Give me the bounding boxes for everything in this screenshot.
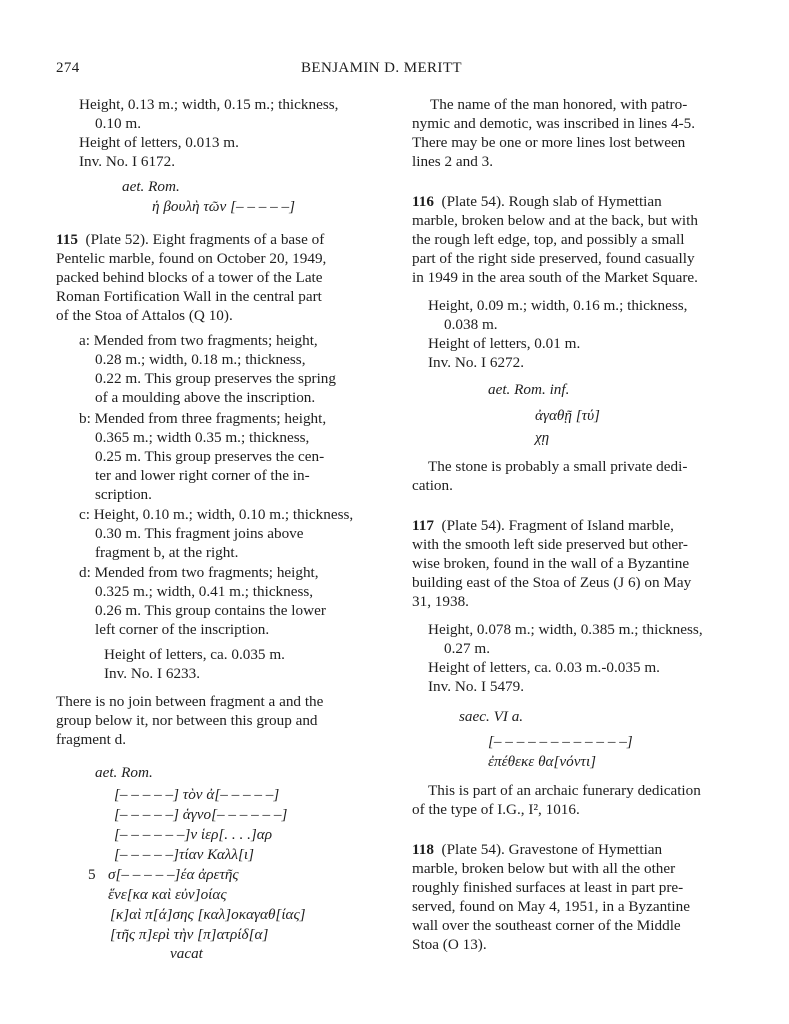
entry-text: building east of the Stoa of Zeus (J 6) on May xyxy=(412,574,692,591)
frag-a: 0.28 m.; width, 0.18 m.; thickness, xyxy=(95,351,306,368)
entry-117-inv: Inv. No. I 5479. xyxy=(428,678,525,695)
entry-text: (Plate 54). Fragment of Island marble, xyxy=(441,517,674,534)
entry-117-first-line xyxy=(412,516,674,536)
entry-115-letters: Height of letters, ca. 0.035 m. xyxy=(104,646,285,663)
inscription-line: ἀγαθῇ [τύ] xyxy=(535,407,600,424)
entry-116-note: The stone is probably a small private dedi- xyxy=(428,458,688,475)
continuation: The name of the man honored, with patro- xyxy=(430,96,688,113)
entry-text: wise broken, found in the wall of a Byzantine xyxy=(412,555,690,572)
frag-d: left corner of the inscription. xyxy=(95,621,270,638)
frag-a: of a moulding above the inscription. xyxy=(95,389,316,406)
entry-117-letters: Height of letters, ca. 0.03 m.-0.035 m. xyxy=(428,659,660,676)
vacat: vacat xyxy=(170,945,203,962)
frag-d: d: Mended from two fragments; height, xyxy=(79,564,319,581)
running-title: BENJAMIN D. MERITT xyxy=(301,60,462,76)
entry-116-dims: Height, 0.09 m.; width, 0.16 m.; thickness, xyxy=(428,297,688,314)
entry-text: part of the right side preserved, found casually xyxy=(412,250,695,267)
entry-115-inv: Inv. No. I 6233. xyxy=(104,665,201,682)
continuation: lines 2 and 3. xyxy=(412,153,493,170)
entry-116-first-line xyxy=(412,192,662,212)
inscription-line: ἕνε[κα καὶ εὐν]οίας xyxy=(108,886,227,903)
page-number: 274 xyxy=(56,60,80,76)
frag-b: 0.365 m.; width 0.35 m.; thickness, xyxy=(95,429,310,446)
entry-text: in 1949 in the area south of the Market Square. xyxy=(412,269,698,286)
frag-b: 0.25 m. This group preserves the cen- xyxy=(95,448,325,465)
entry-115-note: fragment d. xyxy=(56,731,127,748)
frag-c: fragment b, at the right. xyxy=(95,544,239,561)
inscription-line: ἐπέθεκε θα[νόντι] xyxy=(488,753,597,770)
entry-116-letters: Height of letters, 0.01 m. xyxy=(428,335,581,352)
inscription-line: σ[– – – – –]έα ἀρετῆς xyxy=(108,866,239,883)
entry-text: wall over the southeast corner of the Middle xyxy=(412,917,681,934)
entry-text: packed behind blocks of a tower of the Late xyxy=(56,269,323,286)
entry-number: 117 xyxy=(412,517,434,534)
entry-115-date: aet. Rom. xyxy=(95,764,153,781)
inscription-line: χῃ xyxy=(535,429,550,446)
prev-letters: Height of letters, 0.013 m. xyxy=(79,134,239,151)
entry-text: marble, broken below and at the back, but with xyxy=(412,212,698,229)
entry-text: the rough left edge, top, and possibly a small xyxy=(412,231,685,248)
prev-inscription: ἡ βουλὴ τῶν [– – – – –] xyxy=(152,198,296,215)
entry-text: marble, broken below but with all the other xyxy=(412,860,676,877)
frag-a: a: Mended from two fragments; height, xyxy=(79,332,318,349)
frag-b: b: Mended from three fragments; height, xyxy=(79,410,327,427)
entry-text: with the smooth left side preserved but other- xyxy=(412,536,688,553)
frag-a: 0.22 m. This group preserves the spring xyxy=(95,370,336,387)
continuation: There may be one or more lines lost between xyxy=(412,134,686,151)
entry-117-note: This is part of an archaic funerary dedication xyxy=(428,782,701,799)
prev-dims-line-1: Height, 0.13 m.; width, 0.15 m.; thickness, xyxy=(79,96,339,113)
inscription-line: [κ]αὶ π[ά]σης [καλ]οκαγαθ[ίας] xyxy=(110,906,306,923)
frag-d: 0.26 m. This group contains the lower xyxy=(95,602,326,619)
entry-115-note: group below it, nor between this group and xyxy=(56,712,318,729)
entry-115-note: There is no join between fragment a and the xyxy=(56,693,324,710)
entry-text: Pentelic marble, found on October 20, 1949, xyxy=(56,250,327,267)
entry-text: (Plate 54). Gravestone of Hymettian xyxy=(441,841,663,858)
prev-inv: Inv. No. I 6172. xyxy=(79,153,176,170)
inscription-line: [– – – – – – – – – – – –] xyxy=(488,733,633,750)
prev-dims-line-2: 0.10 m. xyxy=(95,115,141,132)
entry-117-note: of the type of I.G., I², 1016. xyxy=(412,801,580,818)
frag-c: 0.30 m. This fragment joins above xyxy=(95,525,304,542)
prev-date: aet. Rom. xyxy=(122,178,180,195)
entry-text: (Plate 52). Eight fragments of a base of xyxy=(85,231,325,248)
entry-text: 31, 1938. xyxy=(412,593,469,610)
frag-d: 0.325 m.; width, 0.41 m.; thickness, xyxy=(95,583,314,600)
entry-text: (Plate 54). Rough slab of Hymettian xyxy=(441,193,662,210)
inscription-line: [τῆς π]ερὶ τὴν [π]ατρίδ[α] xyxy=(110,926,269,943)
entry-118-first-line xyxy=(412,840,662,860)
entry-116-note: cation. xyxy=(412,477,453,494)
entry-text: of the Stoa of Attalos (Q 10). xyxy=(56,307,233,324)
inscription-line: [– – – – –] ἁγνο[– – – – – –] xyxy=(114,806,288,823)
entry-number: 115 xyxy=(56,231,78,248)
entry-number: 118 xyxy=(412,841,434,858)
entry-text: served, found on May 4, 1951, in a Byzantine xyxy=(412,898,690,915)
entry-text: roughly finished surfaces at least in part pre- xyxy=(412,879,684,896)
frag-c: c: Height, 0.10 m.; width, 0.10 m.; thickness, xyxy=(79,506,354,523)
entry-text: Stoa (O 13). xyxy=(412,936,487,953)
inscription-line: [– – – – –]τίαν Καλλ[ι] xyxy=(114,846,255,863)
frag-b: scription. xyxy=(95,486,152,503)
entry-number: 116 xyxy=(412,193,434,210)
inscription-line: [– – – – – –]ν ἱερ[. . . .]αρ xyxy=(114,826,273,843)
continuation: nymic and demotic, was inscribed in lines 4-5. xyxy=(412,115,696,132)
entry-116-inv: Inv. No. I 6272. xyxy=(428,354,525,371)
frag-b: ter and lower right corner of the in- xyxy=(95,467,310,484)
entry-116-dims: 0.038 m. xyxy=(444,316,498,333)
entry-117-date: saec. VI a. xyxy=(459,708,524,725)
entry-117-dims: 0.27 m. xyxy=(444,640,490,657)
entry-117-dims: Height, 0.078 m.; width, 0.385 m.; thickness, xyxy=(428,621,703,638)
entry-text: Roman Fortification Wall in the central part xyxy=(56,288,322,305)
inscription-line: [– – – – –] τὸν ἀ[– – – – –] xyxy=(114,786,280,803)
line-number: 5 xyxy=(88,866,96,883)
entry-116-date: aet. Rom. inf. xyxy=(488,381,570,398)
entry-115-first-line xyxy=(56,230,324,250)
